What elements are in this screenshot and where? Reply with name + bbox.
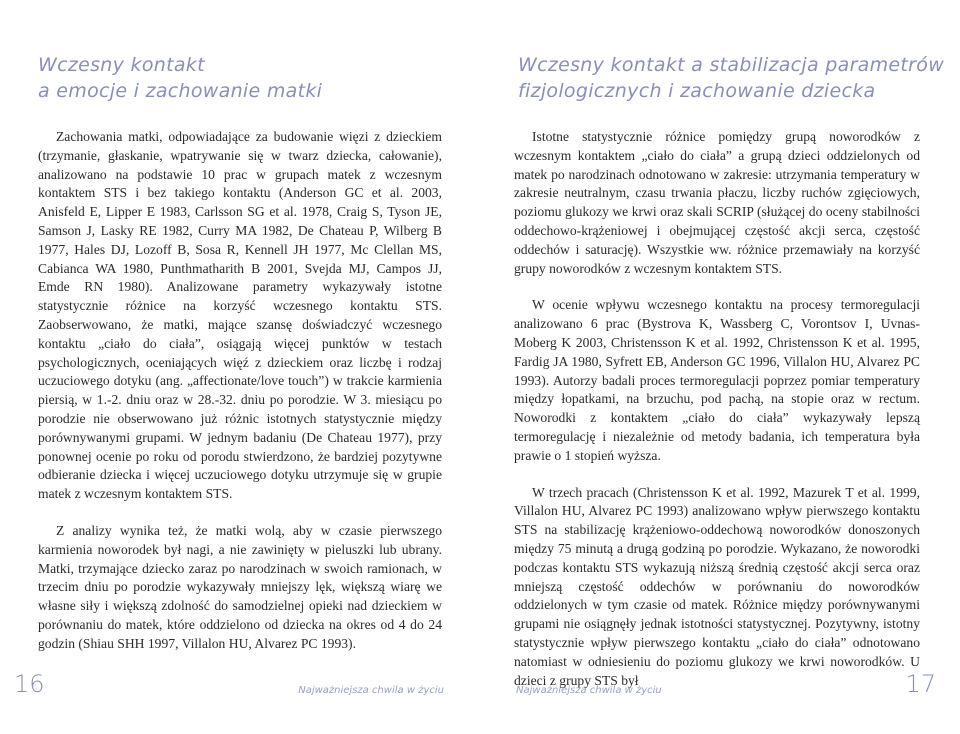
right-page-number: 17 bbox=[905, 670, 936, 698]
right-paragraph-2: W ocenie wpływu wczesnego kontaktu na procesy termoregulacji analizowano 6 prac (Bystrova K, Wassberg C, Vorontsov I, Uvnas-Moberg K 2003, Christensson K et al. 1992, Christensson K et al. 1995, Fardig JA 1980, Syfrett EB, Anderson GC 1996, Villalon HU, Alvarez PC 1993). Autorzy badali proces termoregulacji poprzez pomiar temperatury między łopatkami, na brzuchu, pod pachą, na stopie oraz w rectum. Noworodki z kontaktem „ciało do ciała” wykazywały lepszą termoregulację i niezależnie od metody badania, ich temperatura była prawie o 1 stopień wyższa. bbox=[514, 297, 920, 463]
left-page-number: 16 bbox=[14, 670, 45, 698]
left-paragraph-2: Z analizy wynika też, że matki wolą, aby w czasie pierwszego karmienia noworodek był nagi, a nie zawinięty w pieluszki lub ubrany. Matki, trzymające dziecko zaraz po narodzinach w swoich ramionach, w trzecim dniu po porodzie wykazywały mniejszy lęk, większą wiarę we własne siły i większą zdolność do samodzielnej opieki nad dzieckiem w porównaniu do matek, które oddzielono od dziecka na okres od 4 do 24 godzin (Shiau SHH 1997, Villalon HU, Alvarez PC 1993). bbox=[38, 522, 442, 651]
right-footer-title: Najważniejsza chwila w życiu bbox=[516, 685, 662, 696]
right-paragraph-1: Istotne statystycznie różnice pomiędzy grupą noworodków z wczesnym kontaktem „ciało do ciała” a grupą dzieci oddzielonych od matek po narodzinach odnotowano w zakresie: utrzymania temperatury w zakresie neutralnym, czasu trwania płaczu, liczby ruchów zgięciowych, poziomu glukozy we krwi oraz skali SCRIP (służącej do oceny stabilności oddechowo-krążeniowej i obejmującej częstość akcji serca, częstość oddechów i saturację). Wszystkie ww. różnice przemawiały na korzyść grupy noworodków z wczesnym kontaktem STS. bbox=[514, 129, 920, 276]
left-page-heading bbox=[38, 52, 458, 104]
right-paragraph-3: W trzech pracach (Christensson K et al. 1992, Mazurek T et al. 1999, Villalon HU, Alvarez PC 1993) analizowano wpływ pierwszego kontaktu STS na stabilizację krążeniowo-oddechową noworodków donoszonych między 75 minutą a drugą godziną po porodzie. Wykazano, że noworodki podczas kontaktu STS wykazują niższą średnią częstość akcji serca oraz mniejszą częstość oddechów w porównaniu do noworodków oddzielonych w tym czasie od matek. Różnice między porównywanymi grupami nie osiągnęły jednak istotności statystycznej. Pozytywny, istotny statystycznie wpływ pierwszego kontaktu „ciało do ciała” odnotowano natomiast w odniesieniu do poziomu glukozy we krwi noworodków. U dzieci z grupy STS był bbox=[514, 484, 920, 688]
right-heading-line-1: Wczesny kontakt a stabilizacja parametrów bbox=[518, 54, 945, 76]
left-heading-line-2: a emocje i zachowanie matki bbox=[38, 80, 323, 102]
left-page-body bbox=[38, 128, 442, 654]
left-footer-title: Najważniejsza chwila w życiu bbox=[298, 685, 444, 696]
right-page-heading bbox=[518, 52, 958, 104]
left-paragraph-1: Zachowania matki, odpowiadające za budowanie więzi z dzieckiem (trzymanie, głaskanie, wpatrywanie się w twarz dziecka, całowanie), analizowano na podstawie 10 prac w grupach matek z wczesnym kontaktem STS i bez takiego kontaktu (Anderson GC et al. 2003, Anisfeld E, Lipper E 1983, Carlsson SG et al. 1978, Craig S, Tyson JE, Samson J, Lasky RE 1982, Curry MA 1982, De Chateau P, Wilberg B 1977, Hales DJ, Lozoff B, Sosa R, Kennell JH 1977, Mc Clellan MS, Cabianca WA 1980, Punthmatharith B 2001, Svejda MJ, Campos JJ, Emde RN 1980). Analizowane parametry wykazywały istotne statystycznie różnice na korzyść wczesnego kontaktu STS. Zaobserwowano, że matki, mające szansę doświadczyć wczesnego kontaktu „ciało do ciała”, osiągają więcej punktów w testach psychologicznych, oceniających więź z dzieckiem oraz liczbę i rodzaj uczuciowego dotyku (ang. „affectionate/love touch”) w trakcie karmienia piersią, w 1.-2. dniu oraz w 28.-32. dniu po porodzie. W 3. miesiącu po porodzie nie obserwowano już różnic istotnych statystycznie między porównywanymi grupami. W jednym badaniu (De Chateau 1977), przy ponownej ocenie po roku od porodu stwierdzono, że bardziej pozytywne odbieranie dziecka i więcej uczuciowego dotyku utrzymuje się w grupie matek z wczesnym kontaktem STS. bbox=[38, 129, 442, 502]
right-page bbox=[480, 0, 960, 734]
left-heading-line-1: Wczesny kontakt bbox=[38, 54, 205, 76]
right-heading-line-2: fizjologicznych i zachowanie dziecka bbox=[518, 80, 876, 102]
right-page-body bbox=[514, 128, 920, 690]
